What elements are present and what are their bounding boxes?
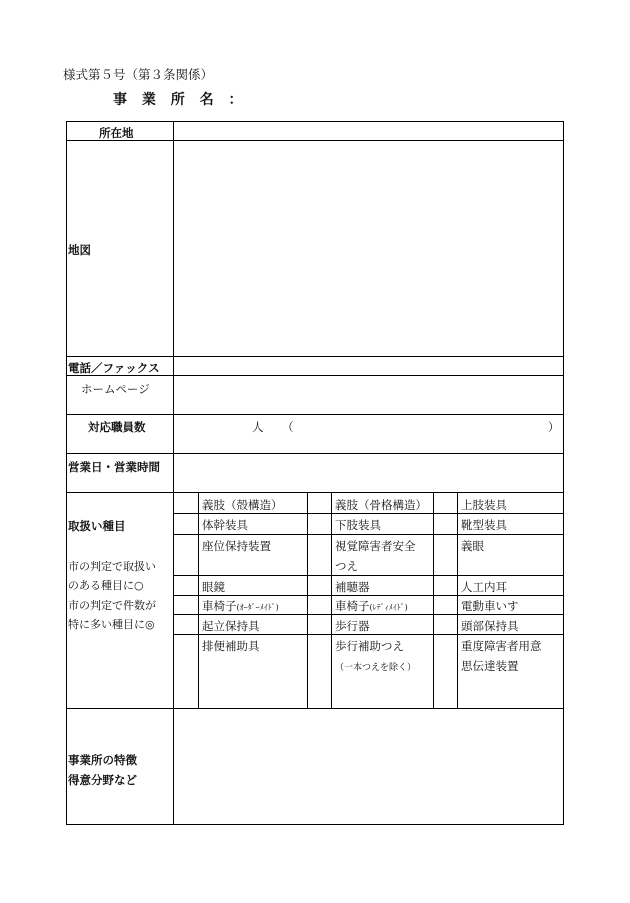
item-cell: 補聴器 — [335, 580, 370, 594]
form-reference: 様式第５号（第３条関係） — [63, 67, 214, 82]
item-cell: 歩行補助つえ — [335, 639, 404, 653]
item-grid-line — [173, 513, 564, 514]
item-cell: 歩行器 — [335, 619, 370, 633]
item-cell: 電動車いす — [461, 599, 519, 613]
label-column-divider — [173, 121, 174, 825]
paren-close: ） — [548, 420, 560, 434]
map-label: 地図 — [68, 243, 91, 257]
item-cell: 起立保持具 — [202, 619, 260, 633]
row-divider — [66, 492, 564, 493]
item-cell: 靴型装具 — [461, 518, 507, 532]
item-grid-line — [173, 634, 564, 635]
staff-count-label: 対応職員数 — [88, 420, 146, 434]
item-grid-line — [173, 534, 564, 535]
item-cell: 頭部保持具 — [461, 619, 519, 633]
staff-unit: 人 — [252, 420, 264, 434]
item-cell: 義肢（骨格構造） — [335, 498, 427, 512]
row-divider — [66, 414, 564, 415]
item-cell: 思伝達装置 — [461, 659, 519, 673]
paren-open: （ — [282, 420, 294, 434]
homepage-label: ホームページ — [81, 382, 150, 396]
item-cell: 重度障害者用意 — [461, 639, 542, 653]
item-cell: 座位保持装置 — [202, 539, 271, 553]
item-subnote: (ﾚﾃﾞｨﾒｲﾄﾞ) — [369, 603, 408, 612]
business-hours-label: 営業日・営業時間 — [68, 460, 160, 474]
item-grid-line — [173, 614, 564, 615]
item-grid-line — [331, 492, 332, 708]
item-cell: 人工内耳 — [461, 580, 507, 594]
features-label: 得意分野など — [68, 773, 137, 787]
row-divider — [66, 356, 564, 357]
phone-fax-label: 電話／ファックス — [68, 361, 160, 375]
note-line: のある種目に○ — [68, 579, 144, 592]
office-name-label: 事 業 所 名 ： — [113, 92, 248, 108]
row-divider — [66, 453, 564, 454]
address-label: 所在地 — [99, 126, 134, 140]
handled-types-label: 取扱い種目 — [68, 519, 126, 533]
item-grid-line — [198, 492, 199, 708]
item-cell: 下肢装具 — [335, 518, 381, 532]
row-divider — [66, 140, 564, 141]
item-cell: 体幹装具 — [202, 518, 248, 532]
item-cell: 義肢（殻構造） — [202, 498, 283, 512]
item-grid-line — [433, 492, 434, 708]
item-grid-line — [307, 492, 308, 708]
item-cell: 上肢装具 — [461, 498, 507, 512]
item-cell: 義眼 — [461, 539, 484, 553]
item-cell: 眼鏡 — [202, 580, 225, 594]
item-cell — [335, 598, 408, 614]
item-cell — [202, 598, 279, 614]
item-name: 車椅子 — [202, 599, 237, 613]
features-label: 事業所の特徴 — [68, 753, 137, 767]
item-cell: 排便補助具 — [202, 639, 260, 653]
note-line: 特に多い種目に◎ — [68, 618, 155, 631]
item-cell: 視覚障害者安全 — [335, 539, 416, 553]
item-subnote: （一本つえを除く） — [335, 663, 417, 673]
row-divider — [66, 708, 564, 709]
item-grid-line — [173, 575, 564, 576]
item-grid-line — [457, 492, 458, 708]
item-cell: つえ — [335, 559, 358, 573]
item-subnote: (ｵｰﾀﾞｰﾒｲﾄﾞ) — [236, 603, 279, 612]
note-line: 市の判定で取扱い — [68, 560, 156, 573]
note-line: 市の判定で件数が — [68, 599, 156, 612]
item-grid-line — [173, 595, 564, 596]
item-name: 車椅子 — [335, 599, 370, 613]
